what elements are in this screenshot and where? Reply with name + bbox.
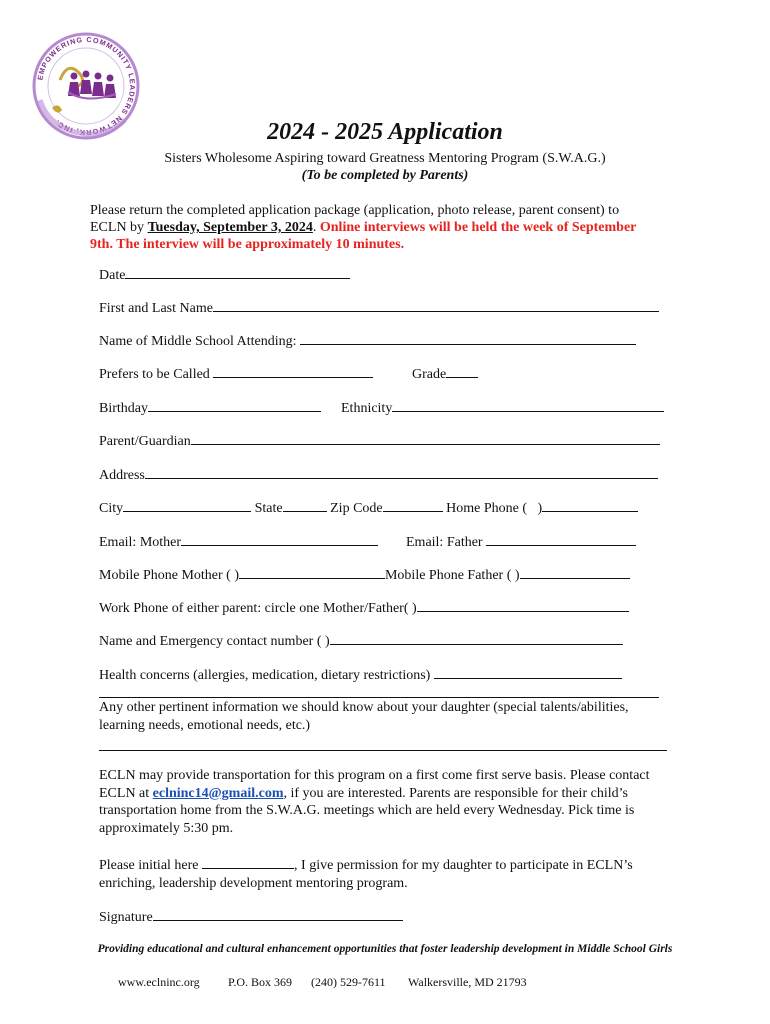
birthday-field[interactable]	[148, 397, 321, 412]
guardian-row	[99, 430, 660, 450]
email-father-row	[406, 531, 636, 551]
city-row	[99, 497, 638, 517]
mobile-mother-label: Mobile Phone Mother ( )	[99, 568, 239, 583]
zip-field[interactable]	[383, 497, 443, 512]
initial-field[interactable]	[202, 854, 294, 869]
work-phone-label: Work Phone of either parent: circle one Mother/Father( )	[99, 601, 417, 616]
footer-website[interactable]: www.eclninc.org	[118, 975, 200, 989]
grade-label: Grade	[412, 367, 447, 382]
ethnicity-field[interactable]	[392, 397, 664, 412]
mobile-mother-field[interactable]	[239, 564, 385, 579]
health-field[interactable]	[434, 664, 622, 679]
program-subtitle: Sisters Wholesome Aspiring toward Greatness Mentoring Program (S.W.A.G.)	[164, 151, 606, 166]
emergency-label: Name and Emergency contact number ( )	[99, 634, 330, 649]
transport-text-2: , if you are interested. Parents are responsible for their child’s transportation home from the S.W.A.G. meetings which are held every Wednesday. Pick time is approximately 5:30 pm.	[99, 785, 635, 836]
called-field[interactable]	[213, 363, 373, 378]
school-row	[99, 330, 636, 350]
signature-label: Signature	[99, 910, 153, 925]
work-phone-field[interactable]	[417, 597, 629, 612]
email-father-field[interactable]	[486, 531, 636, 546]
called-row	[99, 363, 373, 383]
deadline-date: Tuesday, September 3, 2024	[147, 220, 313, 235]
grade-row	[412, 363, 478, 383]
email-mother-label: Email: Mother	[99, 535, 182, 550]
guardian-label: Parent/Guardian	[99, 434, 191, 449]
date-row	[99, 264, 350, 284]
email-father-label: Email: Father	[406, 535, 483, 550]
mobile-mother-row	[99, 564, 630, 584]
footer-city: Walkersville, MD 21793	[408, 975, 527, 989]
mobile-father-field[interactable]	[520, 564, 630, 579]
birthday-label: Birthday	[99, 401, 148, 416]
address-row	[99, 464, 658, 484]
footer-phone: (240) 529-7611	[311, 975, 386, 989]
birthday-row	[99, 397, 321, 417]
mobile-father-label: Mobile Phone Father ( )	[384, 568, 520, 583]
signature-field[interactable]	[153, 906, 403, 921]
date-field[interactable]	[125, 264, 350, 279]
footer-tagline: Providing educational and cultural enhancement opportunities that foster leadership development in Middle School Girls	[97, 943, 673, 955]
grade-field[interactable]	[446, 363, 478, 378]
school-label: Name of Middle School Attending:	[99, 334, 297, 349]
city-field[interactable]	[123, 497, 251, 512]
address-label: Address	[99, 468, 145, 483]
home-phone-field[interactable]	[542, 497, 638, 512]
other-info-line[interactable]	[99, 750, 667, 751]
home-phone-label: Home Phone (	[446, 501, 528, 516]
home-phone-close: )	[537, 501, 543, 516]
school-field[interactable]	[300, 330, 636, 345]
emergency-field[interactable]	[330, 630, 623, 645]
called-label: Prefers to be Called	[99, 367, 210, 382]
page-title: 2024 - 2025 Application	[267, 119, 503, 145]
name-field[interactable]	[213, 297, 659, 312]
signature-row	[99, 906, 403, 926]
health-label: Health concerns (allergies, medication, dietary restrictions)	[99, 668, 431, 683]
interview-note: Online interviews will be held the week of September 9th. The interview will be approximately 10 minutes.	[90, 220, 637, 252]
date-label: Date	[99, 268, 126, 283]
state-label: State	[254, 501, 283, 516]
svg-text:EMPOWERING COMMUNITY LEADERS N: EMPOWERING COMMUNITY LEADERS NETWORK, INC.	[35, 34, 138, 138]
parents-note: (To be completed by Parents)	[301, 168, 469, 183]
zip-label: Zip Code	[330, 501, 383, 516]
transport-text: ECLN may provide transportation for this program on a first come first serve basis. Please contact ECLN at	[99, 768, 650, 801]
state-field[interactable]	[283, 497, 327, 512]
other-info-label: Any other pertinent information we should know about your daughter (special talents/abilities, learning needs, emotional needs, etc.)	[99, 700, 629, 733]
ethnicity-row	[341, 397, 664, 417]
guardian-field[interactable]	[191, 430, 660, 445]
email-mother-row	[99, 531, 378, 551]
permission-text: Please initial here	[99, 858, 203, 873]
ethnicity-label: Ethnicity	[341, 401, 393, 416]
intro-text: Please return the completed application package (application, photo release, parent consent) to ECLN by	[90, 203, 620, 235]
permission-text-2: , I give permission for my daughter to participate in ECLN’s enriching, leadership development mentoring program.	[99, 858, 633, 891]
health-line-2[interactable]	[99, 697, 659, 698]
city-label: City	[99, 501, 124, 516]
intro-paragraph	[90, 202, 650, 253]
health-row	[99, 664, 622, 684]
email-mother-field[interactable]	[181, 531, 378, 546]
work-phone-row	[99, 597, 629, 617]
contact-email-link[interactable]: eclninc14@gmail.com	[152, 785, 284, 801]
name-row	[99, 297, 659, 317]
footer-pobox: P.O. Box 369	[228, 975, 293, 989]
name-label: First and Last Name	[99, 301, 213, 316]
emergency-row	[99, 630, 623, 650]
transport-paragraph	[99, 767, 659, 837]
address-field[interactable]	[145, 464, 658, 479]
intro-text-2: .	[312, 220, 320, 235]
permission-paragraph	[99, 854, 669, 892]
